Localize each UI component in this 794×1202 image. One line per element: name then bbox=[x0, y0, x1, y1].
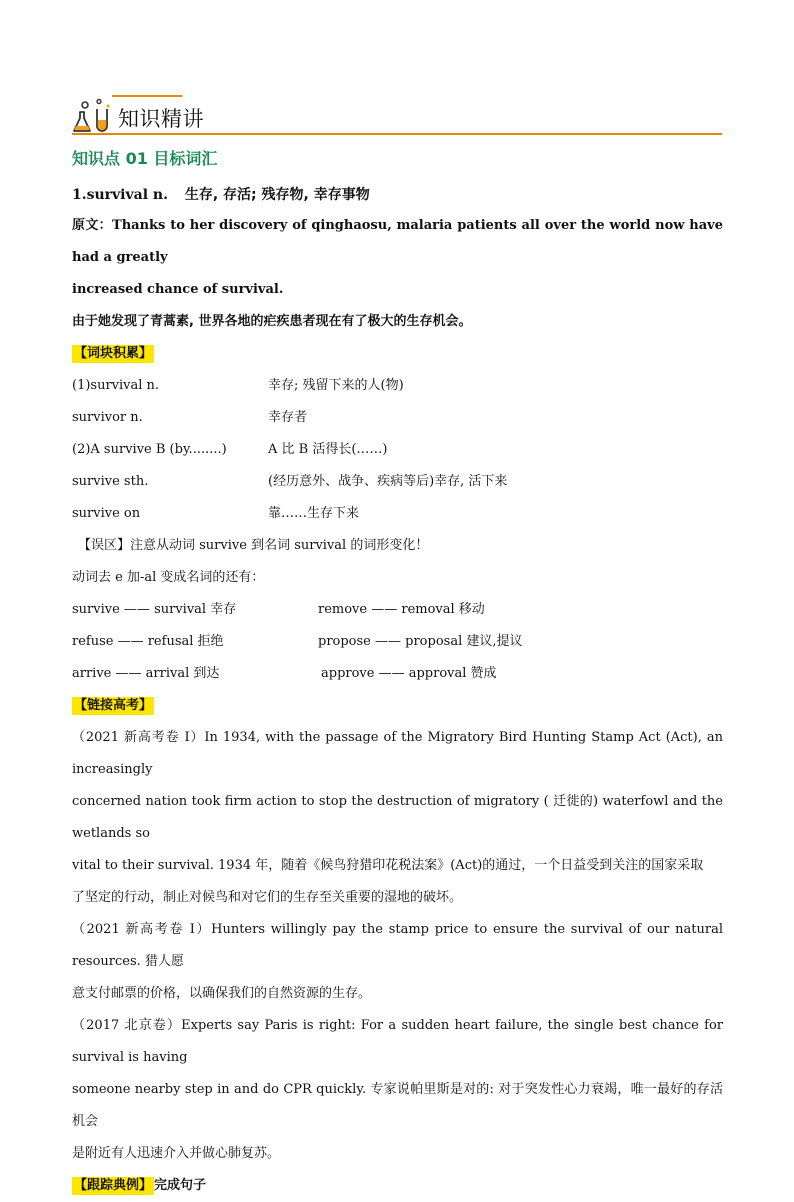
original-text-1: Thanks to her discovery of qinghaosu, malaria patients all over the world now have had a greatly bbox=[72, 218, 723, 265]
accumulation-term: (2)A survive B (by........) bbox=[72, 442, 227, 457]
accumulation-row bbox=[72, 498, 723, 530]
header-bottom-rule bbox=[72, 133, 722, 135]
word-meaning: 生存, 存活; 残存物, 幸存事物 bbox=[184, 187, 370, 203]
example-line: （2021 新高考卷 I）Hunters willingly pay the stamp price to ensure the survival of our natural resources. 猎人愿 bbox=[72, 922, 723, 969]
misconception-line: 【误区】注意从动词 survive 到名词 survival 的词形变化！ bbox=[78, 538, 429, 553]
original-translation: 由于她发现了青蒿素, 世界各地的疟疾患者现在有了极大的生存机会。 bbox=[72, 314, 472, 329]
accumulation-meaning: 幸存者 bbox=[268, 410, 308, 425]
header-title: 知识精讲 bbox=[118, 107, 204, 131]
original-label: 原文： bbox=[72, 218, 113, 233]
gaokao-tag-line bbox=[72, 690, 723, 722]
derivation-row bbox=[72, 626, 723, 658]
derivation-row bbox=[72, 658, 723, 690]
accumulation-row bbox=[72, 370, 723, 402]
accumulation-meaning: (经历意外、战争、疾病等后)幸存, 活下来 bbox=[268, 474, 508, 489]
accumulation-row bbox=[72, 434, 723, 466]
derivation-row bbox=[72, 594, 723, 626]
section-header bbox=[72, 92, 722, 136]
tracking-tag: 【跟踪典例】 bbox=[74, 1178, 153, 1193]
content bbox=[72, 147, 723, 1202]
accumulation-meaning: A 比 B 活得长(……) bbox=[268, 442, 388, 457]
gaokao-example-1 bbox=[72, 722, 723, 914]
accumulation-meaning: 幸存; 残留下来的人(物) bbox=[268, 378, 404, 393]
example-line: 意支付邮票的价格，以确保我们的自然资源的生存。 bbox=[72, 986, 372, 1001]
gaokao-example-3 bbox=[72, 1010, 723, 1170]
example-line: （2017 北京卷）Experts say Paris is right: For a sudden heart failure, the single best chance for survival is having bbox=[72, 1018, 723, 1065]
accumulation-row bbox=[72, 466, 723, 498]
word-entry-line bbox=[72, 181, 723, 209]
section-heading: 知识点 01 目标词汇 bbox=[72, 149, 218, 168]
derivation-left: refuse —— refusal 拒绝 bbox=[72, 634, 224, 649]
derivation-right: remove —— removal 移动 bbox=[318, 602, 485, 617]
word-entry: 1.survival n. bbox=[72, 187, 168, 203]
example-line: vital to their survival. 1934 年，随着《候鸟狩猎印花税法案》(Act)的通过，一个日益受到关注的国家采取 bbox=[72, 858, 704, 873]
accumulation-term: (1)survival n. bbox=[72, 378, 160, 393]
gaokao-example-2 bbox=[72, 914, 723, 1010]
accumulation-tag: 【词块积累】 bbox=[74, 346, 153, 361]
example-line: someone nearby step in and do CPR quickly. 专家说帕里斯是对的: 对于突发性心力衰竭，唯一最好的存活机会 bbox=[72, 1082, 723, 1129]
accumulation-tag-line bbox=[72, 338, 723, 370]
gaokao-tag: 【链接高考】 bbox=[74, 698, 153, 713]
example-line: concerned nation took firm action to stop the destruction of migratory ( 迁徙的) waterfowl and the wetlands so bbox=[72, 794, 723, 841]
original-sentence bbox=[72, 210, 723, 306]
tracking-text: 完成句子 bbox=[154, 1178, 207, 1193]
accumulation-row bbox=[72, 402, 723, 434]
derivation-right: approve —— approval 赞成 bbox=[321, 666, 497, 681]
example-line: （2021 新高考卷 I）In 1934, with the passage of the Migratory Bird Hunting Stamp Act (Act), an increasingly bbox=[72, 730, 723, 777]
lab-flask-icon bbox=[72, 98, 114, 134]
example-line: 是附近有人迅速介入并做心肺复苏。 bbox=[72, 1146, 281, 1161]
example-line: 了坚定的行动，制止对候鸟和对它们的生存至关重要的湿地的破坏。 bbox=[72, 890, 463, 905]
tracking-line bbox=[72, 1170, 723, 1202]
header-top-rule bbox=[112, 95, 182, 97]
derivation-left: arrive —— arrival 到达 bbox=[72, 666, 220, 681]
accumulation-term: survive on bbox=[72, 506, 141, 521]
derivation-left: survive —— survival 幸存 bbox=[72, 602, 237, 617]
accumulation-meaning: 靠……生存下来 bbox=[268, 506, 360, 521]
derivation-right: propose —— proposal 建议,提议 bbox=[318, 634, 523, 649]
misconception-note: 动词去 e 加-al 变成名词的还有： bbox=[72, 570, 265, 585]
original-text-2: increased chance of survival. bbox=[72, 282, 284, 297]
accumulation-term: survive sth. bbox=[72, 474, 149, 489]
accumulation-term: survivor n. bbox=[72, 410, 143, 425]
